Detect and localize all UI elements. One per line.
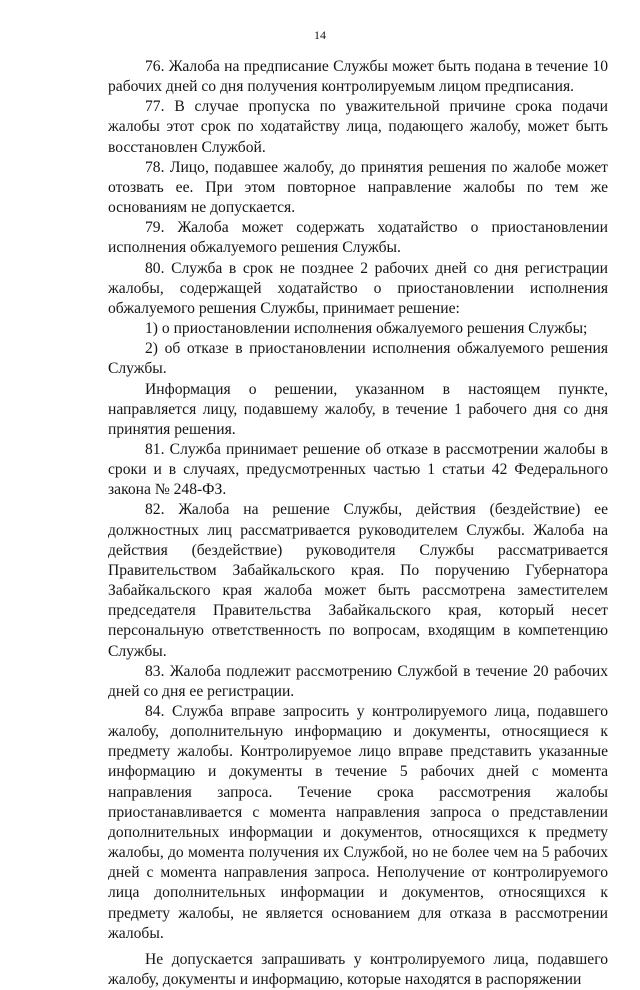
- paragraph-76: 76. Жалоба на предписание Службы может быть подана в течение 10 рабочих дней со дня получения контролируемым лицом предписания.: [108, 58, 608, 96]
- paragraph-77: 77. В случае пропуска по уважительной причине срока подачи жалобы этот срок по ходатайству лица, подающего жалобу, может быть восстановлен Службой.: [108, 98, 608, 156]
- page-number: 14: [314, 28, 326, 42]
- paragraph-79: 79. Жалоба может содержать ходатайство о приостановлении исполнения обжалуемого решения Службы.: [108, 219, 608, 257]
- list-item-80-2: 2) об отказе в приостановлении исполнения обжалуемого решения Службы.: [108, 340, 608, 378]
- paragraph-82: 82. Жалоба на решение Службы, действия (бездействие) ее должностных лиц рассматривается руководителем Службы. Жалоба на действия (бездействие) руководителя Службы рассматривается Правительством Забайкальского края. По поручению Губернатора Забайкальского края жалоба может быть рассмотрена заместителем председателя Правительства Забайкальского края, который несет персональную ответственность по вопросам, входящим в компетенцию Службы.: [108, 501, 608, 660]
- paragraph-84: 84. Служба вправе запросить у контролируемого лица, подавшего жалобу, дополнительную информацию и документы, относящиеся к предмету жалобы. Контролируемое лицо вправе представить указанные информацию и документы в течение 5 рабочих дней с момента направления запроса. Течение срока рассмотрения жалобы приостанавливается с момента направления запроса о представлении дополнительных информации и документов, относящихся к предмету жалобы, до момента получения их Службой, но не более чем на 5 рабочих дней с момента направления запроса. Неполучение от контролируемого лица дополнительных информации и документов, относящихся к предмету жалобы, не является основанием для отказа в рассмотрении жалобы.: [108, 703, 608, 942]
- paragraph-80: 80. Служба в срок не позднее 2 рабочих дней со дня регистрации жалобы, содержащей ходатайство о приостановлении исполнения обжалуемого решения Службы, принимает решение:: [108, 259, 608, 317]
- list-item-80-1: 1) о приостановлении исполнения обжалуемого решения Службы;: [145, 320, 588, 338]
- document-body: [108, 57, 608, 990]
- paragraph-80-info: Информация о решении, указанном в настоящем пункте, направляется лицу, подавшему жалобу, в течение 1 рабочего дня со дня принятия решения.: [108, 380, 608, 438]
- paragraph-83: 83. Жалоба подлежит рассмотрению Службой в течение 20 рабочих дней со дня ее регистрации.: [108, 662, 608, 700]
- paragraph-84-continuation: Не допускается запрашивать у контролируемого лица, подавшего жалобу, документы и информацию, которые находятся в распоряжении: [108, 950, 608, 989]
- paragraph-81: 81. Служба принимает решение об отказе в рассмотрении жалобы в сроки и в случаях, предусмотренных частью 1 статьи 42 Федерального закона № 248-ФЗ.: [108, 440, 608, 499]
- paragraph-78: 78. Лицо, подавшее жалобу, до принятия решения по жалобе может отозвать ее. При этом повторное направление жалобы по тем же основаниям не допускается.: [108, 158, 608, 217]
